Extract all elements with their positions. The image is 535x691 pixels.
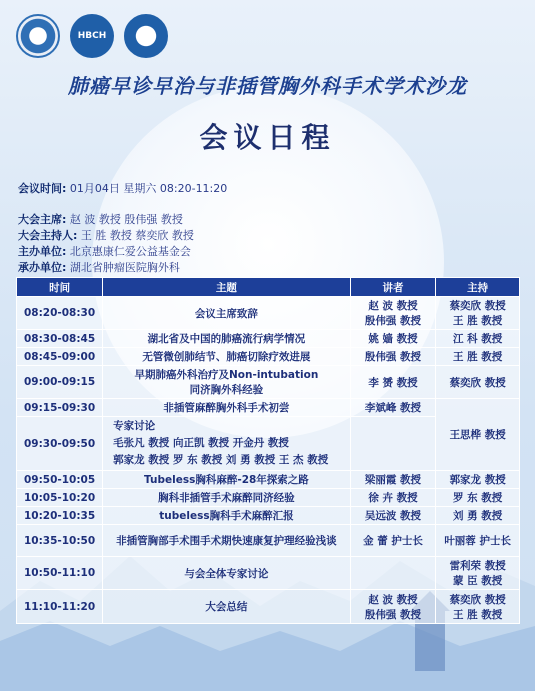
table-row [17, 507, 520, 525]
table-row [17, 399, 520, 417]
row-time: 09:50-10:05 [17, 471, 103, 489]
row-topic: 与会全体专家讨论 [103, 557, 351, 590]
host-line [18, 227, 194, 243]
logo-bar [16, 14, 168, 58]
row-time: 10:35-10:50 [17, 525, 103, 557]
table-row [17, 557, 520, 590]
row-speaker [350, 417, 436, 471]
row-topic: 非插管麻醉胸外科手术初尝 [103, 399, 351, 417]
row-speaker: 梁丽霞 教授 [350, 471, 436, 489]
row-time: 08:30-08:45 [17, 330, 103, 348]
undertaker-label: 承办单位: [18, 261, 67, 274]
row-host: 雷利荣 教授 蒙 臣 教授 [436, 557, 520, 590]
row-host: 叶丽蓉 护士长 [436, 525, 520, 557]
row-time: 09:00-09:15 [17, 366, 103, 399]
table-row [17, 489, 520, 507]
row-speaker: 李 赟 教授 [350, 366, 436, 399]
row-time: 08:20-08:30 [17, 297, 103, 330]
row-speaker: 吴远波 教授 [350, 507, 436, 525]
row-topic: 无管微创肺结节、肺癌切除疗效进展 [103, 348, 351, 366]
schedule-heading: 会议日程 [199, 121, 336, 154]
row-host: 蔡奕欣 教授 王 胜 教授 [436, 297, 520, 330]
row-time: 11:10-11:20 [17, 590, 103, 624]
row-speaker: 姚 嫱 教授 [350, 330, 436, 348]
row-time: 09:15-09:30 [17, 399, 103, 417]
table-row [17, 525, 520, 557]
row-host: 蔡奕欣 教授 [436, 366, 520, 399]
row-topic: 湖北省及中国的肺癌流行病学情况 [103, 330, 351, 348]
table-row [17, 590, 520, 624]
org-logo-1 [16, 14, 60, 58]
row-host: 罗 东 教授 [436, 489, 520, 507]
row-host: 王思桦 教授 [436, 399, 520, 471]
row-time: 10:20-10:35 [17, 507, 103, 525]
chair-value: 赵 波 教授 殷伟强 教授 [69, 213, 183, 226]
row-host: 刘 勇 教授 [436, 507, 520, 525]
chair-label: 大会主席: [18, 213, 67, 226]
header-time: 时间 [17, 278, 103, 297]
row-host: 王 胜 教授 [436, 348, 520, 366]
row-topic: 胸科非插管手术麻醉同济经验 [103, 489, 351, 507]
table-row [17, 297, 520, 330]
table-row [17, 471, 520, 489]
row-host: 江 科 教授 [436, 330, 520, 348]
org-logo-3 [124, 14, 168, 58]
row-time: 09:30-09:50 [17, 417, 103, 471]
row-time: 10:50-11:10 [17, 557, 103, 590]
organizer-line [18, 243, 191, 259]
host-value: 王 胜 教授 蔡奕欣 教授 [80, 229, 194, 242]
chair-line [18, 211, 183, 227]
hbch-logo: HBCH [70, 14, 114, 58]
table-row [17, 366, 520, 399]
header-host: 主持 [436, 278, 520, 297]
table-row [17, 348, 520, 366]
schedule-table [16, 277, 520, 624]
row-speaker: 李斌峰 教授 [350, 399, 436, 417]
organizer-value: 北京惠康仁爱公益基金会 [69, 245, 191, 258]
row-time: 08:45-09:00 [17, 348, 103, 366]
row-topic: 会议主席致辞 [103, 297, 351, 330]
undertaker-line [18, 259, 180, 275]
row-host: 郭家龙 教授 [436, 471, 520, 489]
table-header-row [17, 278, 520, 297]
meeting-time [18, 180, 227, 196]
row-speaker: 赵 波 教授 殷伟强 教授 [350, 297, 436, 330]
header-speaker: 讲者 [350, 278, 436, 297]
table-row [17, 330, 520, 348]
row-speaker [350, 557, 436, 590]
row-speaker: 殷伟强 教授 [350, 348, 436, 366]
row-host: 蔡奕欣 教授 王 胜 教授 [436, 590, 520, 624]
header-topic: 主题 [103, 278, 351, 297]
row-speaker: 徐 卉 教授 [350, 489, 436, 507]
row-topic: 早期肺癌外科治疗及Non-intubation 同济胸外科经验 [103, 366, 351, 399]
row-topic: tubeless胸科手术麻醉汇报 [103, 507, 351, 525]
undertaker-value: 湖北省肿瘤医院胸外科 [69, 261, 180, 274]
host-label: 大会主持人: [18, 229, 78, 242]
meeting-time-label: 会议时间: [18, 182, 67, 195]
event-title: 肺癌早诊早治与非插管胸外科手术学术沙龙 [68, 74, 467, 98]
meeting-time-value: 01月04日 星期六 08:20-11:20 [69, 182, 228, 195]
row-topic: 专家讨论 毛张凡 教授 向正凯 教授 开金丹 教授 郭家龙 教授 罗 东 教授 刘 勇 教授 王 杰 教授 [103, 417, 351, 471]
organizer-label: 主办单位: [18, 245, 67, 258]
row-speaker: 金 蕾 护士长 [350, 525, 436, 557]
row-topic: Tubeless胸科麻醉-28年探索之路 [103, 471, 351, 489]
row-speaker: 赵 波 教授 殷伟强 教授 [350, 590, 436, 624]
row-topic: 大会总结 [103, 590, 351, 624]
row-topic: 非插管胸部手术围手术期快速康复护理经验浅谈 [103, 525, 351, 557]
row-time: 10:05-10:20 [17, 489, 103, 507]
